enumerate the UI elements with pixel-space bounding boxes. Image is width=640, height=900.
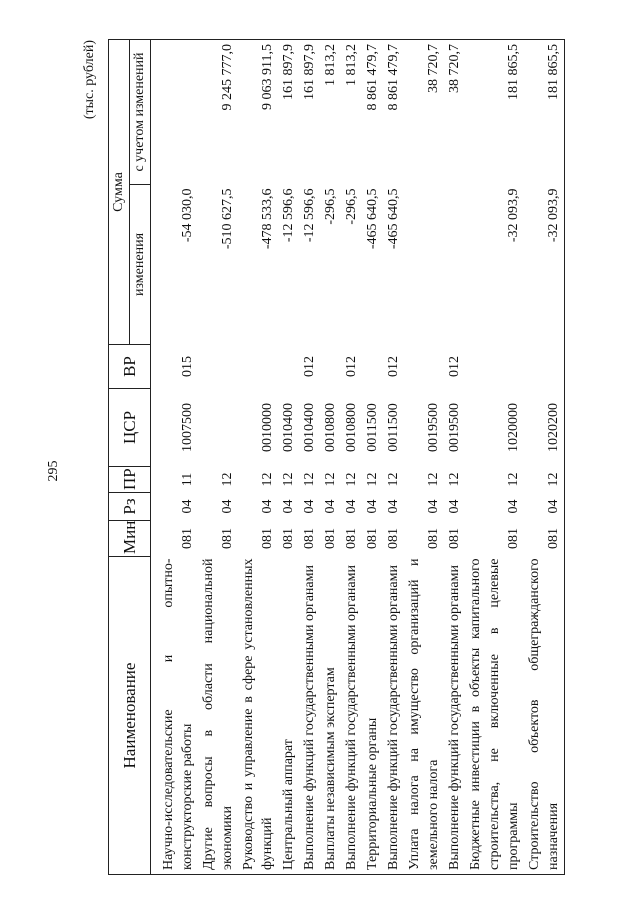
row-total: 181 865,5	[465, 40, 524, 185]
row-total: 8 861 479,7	[362, 40, 383, 185]
table-row	[444, 40, 465, 875]
row-min: 081	[260, 528, 275, 549]
row-total: 38 720,7	[404, 40, 444, 185]
row-csr: 0010400	[302, 403, 317, 452]
row-total: 161 897,9	[299, 40, 320, 185]
row-csr: 1007500	[180, 403, 195, 452]
table-row	[278, 40, 299, 875]
row-min: 081	[506, 528, 521, 549]
row-min: 081	[344, 528, 359, 549]
row-total: 8 861 479,7	[383, 40, 404, 185]
row-name: Выполнение функций государственными органами	[383, 557, 404, 875]
row-rz: 04	[281, 499, 296, 514]
row-vr: 012	[344, 356, 359, 377]
row-vr	[238, 345, 278, 389]
table-row	[238, 40, 278, 875]
table-row	[320, 40, 341, 875]
row-name: Выполнение функций государственными органами	[444, 557, 465, 875]
header-change: изменения	[130, 185, 151, 345]
row-csr: 0010800	[323, 403, 338, 452]
row-name: Уплата налога на имущество организаций и земельного налога	[404, 557, 444, 875]
row-vr: 015	[180, 356, 195, 377]
row-vr: 012	[302, 356, 317, 377]
row-name: Научно-исследовательские и опытно-конструкторские работы	[151, 557, 199, 875]
header-vr: ВР	[109, 345, 151, 389]
row-csr: 0010800	[344, 403, 359, 452]
row-total: 9 063 911,5	[238, 40, 278, 185]
row-min: 081	[386, 528, 401, 549]
table-row	[524, 40, 565, 875]
header-rz: Рз	[109, 493, 151, 521]
row-rz: 04	[344, 499, 359, 514]
row-vr	[404, 345, 444, 389]
table-row	[404, 40, 444, 875]
row-vr: 012	[386, 356, 401, 377]
row-pr: 12	[365, 472, 380, 487]
row-total	[151, 40, 199, 185]
row-change: -296,5	[344, 188, 359, 225]
row-min: 081	[281, 528, 296, 549]
row-rz: 04	[302, 499, 317, 514]
row-total: 38 720,7	[444, 40, 465, 185]
row-rz: 04	[180, 499, 195, 514]
header-min: Мин	[109, 521, 151, 557]
table-row	[362, 40, 383, 875]
row-change: -12 596,6	[281, 188, 296, 243]
row-change: -510 627,5	[220, 188, 235, 250]
row-name: Другие вопросы в области национальной экономики	[198, 557, 238, 875]
row-name: Строительство объектов общегражданского назначения	[524, 557, 565, 875]
row-rz: 04	[323, 499, 338, 514]
row-total: 1 813,2	[320, 40, 341, 185]
row-change: -465 640,5	[365, 188, 380, 250]
table-row	[465, 40, 524, 875]
row-total: 1 813,2	[341, 40, 362, 185]
table-row	[198, 40, 238, 875]
row-total: 161 897,9	[278, 40, 299, 185]
row-change: -32 093,9	[524, 185, 565, 345]
row-vr	[362, 345, 383, 389]
row-total: 9 245 777,0	[198, 40, 238, 185]
row-rz: 04	[447, 499, 462, 514]
row-name: Руководство и управление в сфере установленных функций	[238, 557, 278, 875]
row-rz: 04	[506, 499, 521, 514]
row-csr: 1020200	[524, 389, 565, 467]
row-min: 081	[302, 528, 317, 549]
row-csr: 0010000	[260, 403, 275, 452]
row-pr: 12	[447, 472, 462, 487]
row-name: Территориальные органы	[362, 557, 383, 875]
rotated-page	[72, 25, 592, 875]
row-pr: 12	[524, 467, 565, 493]
row-csr: 0011500	[365, 403, 380, 452]
row-csr: 0019500	[426, 403, 441, 452]
row-csr: 0019500	[447, 403, 462, 452]
row-pr: 12	[344, 472, 359, 487]
row-vr	[524, 345, 565, 389]
row-change	[404, 185, 444, 345]
row-name: Бюджетные инвестиции в объекты капитального строительства, не включенные в целевые программы	[465, 557, 524, 875]
header-csr: ЦСР	[109, 389, 151, 467]
table-row	[151, 40, 199, 875]
row-change: -32 093,9	[506, 188, 521, 243]
header-row-1	[109, 40, 130, 875]
row-min: 081	[365, 528, 380, 549]
row-rz: 04	[220, 499, 235, 514]
row-pr: 12	[281, 472, 296, 487]
header-with-change: с учетом изменений	[130, 40, 151, 185]
row-name: Центральный аппарат	[278, 557, 299, 875]
budget-table	[108, 39, 565, 875]
header-sum: Сумма	[109, 40, 130, 345]
row-pr: 11	[180, 472, 195, 487]
table-row	[299, 40, 320, 875]
row-pr: 12	[386, 472, 401, 487]
row-pr: 12	[426, 472, 441, 487]
row-change	[444, 185, 465, 345]
row-change: -465 640,5	[386, 188, 401, 250]
row-name: Выплаты независимым экспертам	[320, 557, 341, 875]
table-row	[341, 40, 362, 875]
row-pr: 12	[220, 472, 235, 487]
row-min: 081	[447, 528, 462, 549]
row-csr	[198, 389, 238, 467]
row-rz: 04	[524, 493, 565, 521]
row-csr: 0010400	[281, 403, 296, 452]
table-body	[151, 40, 565, 875]
header-name: Наименование	[109, 557, 151, 875]
row-change: -54 030,0	[180, 188, 195, 243]
row-name: Выполнение функций государственными органами	[341, 557, 362, 875]
row-pr: 12	[302, 472, 317, 487]
row-change: -12 596,6	[302, 188, 317, 243]
row-min: 081	[524, 521, 565, 557]
row-min: 081	[220, 528, 235, 549]
row-vr	[320, 345, 341, 389]
row-min: 081	[180, 528, 195, 549]
page-number: 295	[46, 460, 61, 482]
row-total: 181 865,5	[524, 40, 565, 185]
row-vr	[278, 345, 299, 389]
row-pr: 12	[260, 472, 275, 487]
row-vr	[198, 345, 238, 389]
header-pr: ПР	[109, 467, 151, 493]
row-min: 081	[426, 528, 441, 549]
row-pr: 12	[323, 472, 338, 487]
row-vr: 012	[447, 356, 462, 377]
row-min: 081	[323, 528, 338, 549]
row-name: Выполнение функций государственными органами	[299, 557, 320, 875]
row-pr: 12	[506, 472, 521, 487]
row-rz: 04	[386, 499, 401, 514]
units-note: (тыс. рублей)	[82, 40, 97, 120]
row-rz: 04	[426, 499, 441, 514]
table-row	[383, 40, 404, 875]
row-vr	[465, 345, 524, 389]
row-change: -478 533,6	[260, 188, 275, 250]
row-rz: 04	[365, 499, 380, 514]
row-csr: 1020000	[506, 403, 521, 452]
row-rz: 04	[260, 499, 275, 514]
row-change: -296,5	[323, 188, 338, 225]
row-csr: 0011500	[386, 403, 401, 452]
